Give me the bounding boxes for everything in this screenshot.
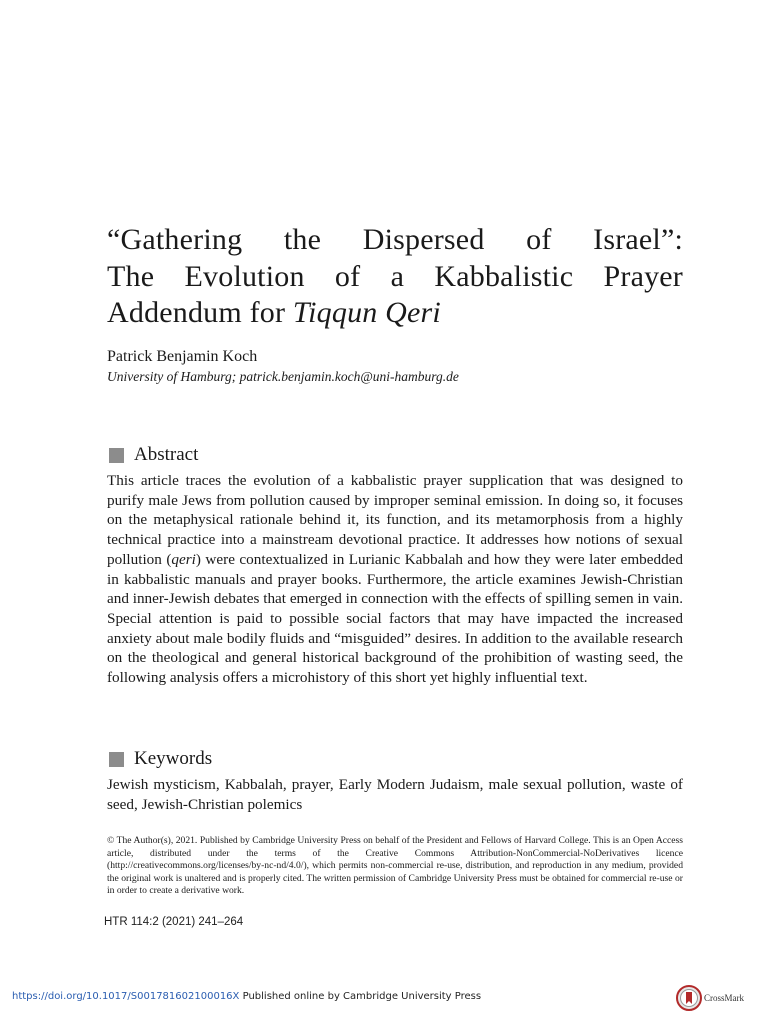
abstract-text: [107, 471, 683, 688]
doi-link[interactable]: https://doi.org/10.1017/S001781602100016X: [12, 991, 240, 1002]
abstract-text-part1: This article traces the evolution of a kabbalistic prayer supplication that was designed to purify male Jews from pollution caused by improper seminal emission. In doing so, it focuses on the metaphysical rationale behind it, its function, and its metamorphosis from a highly technical practice into a mainstream devotional practice. It addresses how notions of sexual pollution (: [107, 472, 683, 568]
author-affiliation: University of Hamburg; patrick.benjamin.koch@uni-hamburg.de: [107, 369, 459, 384]
title-line-1: “Gathering the Dispersed of Israel”:: [107, 223, 683, 256]
crossmark-label: CrossMark: [704, 993, 744, 1003]
published-online-text: Published online by Cambridge University Press: [242, 991, 482, 1002]
keywords-heading: [109, 748, 212, 770]
abstract-heading: [109, 444, 198, 466]
crossmark-icon: [676, 985, 702, 1011]
title-line-2: The Evolution of a Kabbalistic Prayer: [107, 259, 683, 293]
author-name: Patrick Benjamin Koch: [107, 348, 258, 365]
crossmark-button[interactable]: [676, 985, 744, 1011]
license-notice: © The Author(s), 2021. Published by Cambridge University Press on behalf of the President and Fellows of Harvard College. This is an Open Access article, distributed under the terms of the Creative Commons Attribution-NonCommercial-NoDerivatives licence (http://creativecommons.org/licenses/by-nc-nd/4.0/), which permits non-commercial re-use, distribution, and reproduction in any medium, provided the original work is unaltered and is properly cited. The written permission of Cambridge University Press must be obtained for commercial re-use or in order to create a derivative work.: [107, 835, 683, 896]
title-line-3: [107, 295, 683, 332]
keywords-heading-label: Keywords: [134, 748, 213, 769]
abstract-text-italic: qeri: [171, 550, 196, 568]
abstract-heading-label: Abstract: [134, 444, 199, 465]
title-line-3-italic: Tiqqun Qeri: [292, 296, 441, 329]
abstract-text-part2: ) were contextualized in Lurianic Kabbalah and how they were later embedded in kabbalistic manuals and prayer books. Furthermore, the article examines Jewish-Christian and inner-Jewish debates that emerged in connection with the effects of spilling semen in vain. Special attention is paid to possible social factors that may have impacted the increased anxiety about male bodily fluids and “misguided” desires. In addition to the available research on the theological and general historical background of the prohibition of wasting seed, the following analysis offers a microhistory of this short yet highly influential text.: [107, 550, 683, 687]
journal-citation: HTR 114:2 (2021) 241–264: [104, 916, 244, 928]
article-title: [107, 222, 683, 332]
keywords-text: Jewish mysticism, Kabbalah, prayer, Early Modern Judaism, male sexual pollution, waste of seed, Jewish-Christian polemics: [107, 776, 683, 813]
title-line-3-plain: Addendum for: [107, 296, 293, 329]
footer: [12, 991, 481, 1002]
section-square-icon: [109, 752, 124, 767]
section-square-icon: [109, 448, 124, 463]
